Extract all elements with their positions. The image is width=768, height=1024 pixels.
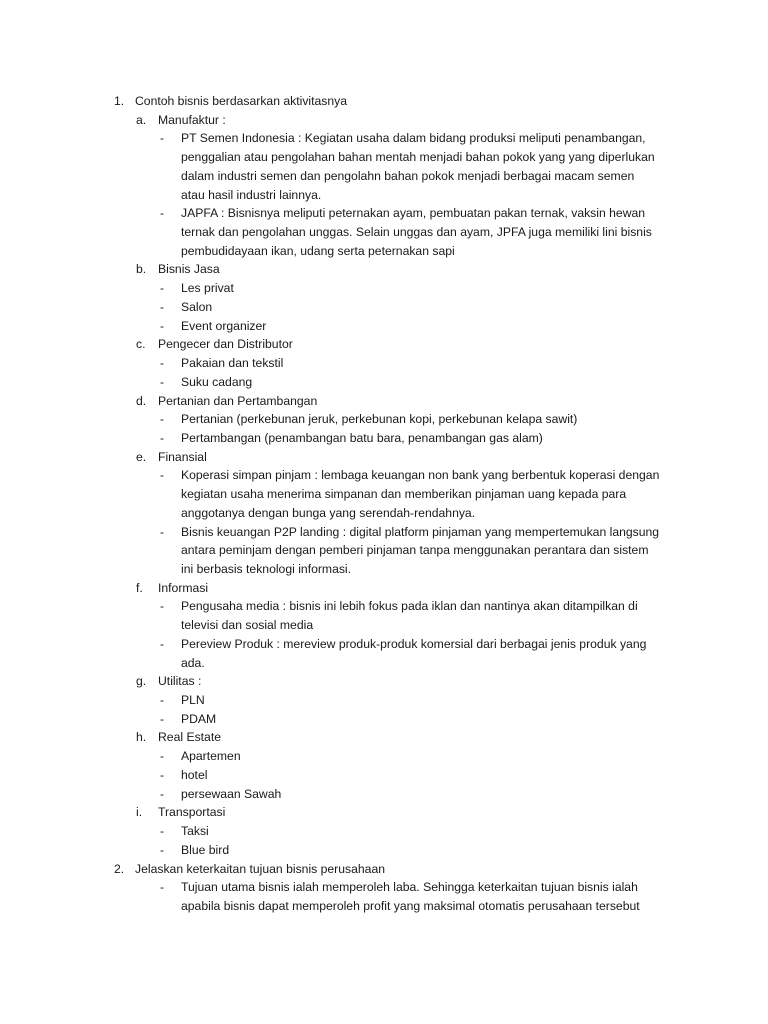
document-line xyxy=(0,335,768,354)
list-marker: f. xyxy=(136,580,143,595)
list-marker: - xyxy=(160,468,165,483)
list-marker: - xyxy=(160,131,165,146)
line-text: ternak dan pengolahan unggas. Selain unggas dan ayam, JPFA juga memiliki lini bisnis xyxy=(181,225,652,240)
line-text: Utilitas : xyxy=(158,674,202,689)
line-text: Apartemen xyxy=(181,749,241,764)
document-line xyxy=(0,354,768,373)
list-marker: - xyxy=(160,356,165,371)
list-marker: - xyxy=(160,281,165,296)
line-text: PDAM xyxy=(181,711,217,726)
line-text: Pereview Produk : mereview produk-produk komersial dari berbagai jenis produk yang xyxy=(181,636,647,651)
document-line xyxy=(0,92,768,111)
list-marker: - xyxy=(160,374,165,389)
list-marker: g. xyxy=(136,674,147,689)
list-marker: h. xyxy=(136,730,147,745)
line-text: JAPFA : Bisnisnya meliputi peternakan ayam, pembuatan pakan ternak, vaksin hewan xyxy=(181,206,646,221)
document-line xyxy=(0,785,768,804)
line-text: dalam industri semen dan pengolahn bahan pokok menjadi berbagai macam semen xyxy=(181,168,635,183)
line-text: Bisnis keuangan P2P landing : digital platform pinjaman yang mempertemukan langsung xyxy=(181,524,660,539)
list-marker: e. xyxy=(136,449,147,464)
line-text: Event organizer xyxy=(181,318,267,333)
line-text: Finansial xyxy=(158,449,207,464)
list-marker: - xyxy=(160,711,165,726)
document-line xyxy=(0,803,768,822)
document-line xyxy=(0,223,768,242)
line-text: Pakaian dan tekstil xyxy=(181,356,284,371)
document-line xyxy=(0,523,768,542)
document-line xyxy=(0,317,768,336)
document-line xyxy=(0,111,768,130)
line-text: Blue bird xyxy=(181,842,230,857)
line-text: Pengusaha media : bisnis ini lebih fokus pada iklan dan nantinya akan ditampilkan di xyxy=(181,599,638,614)
document-line xyxy=(0,654,768,673)
list-marker: a. xyxy=(136,112,147,127)
list-marker: - xyxy=(160,880,165,895)
list-marker: b. xyxy=(136,262,147,277)
document-line xyxy=(0,279,768,298)
document-line xyxy=(0,448,768,467)
document-line xyxy=(0,560,768,579)
line-text: apabila bisnis dapat memperoleh profit yang maksimal otomatis perusahaan tersebut xyxy=(181,898,640,913)
line-text: PLN xyxy=(181,693,205,708)
document-line xyxy=(0,691,768,710)
line-text: Transportasi xyxy=(158,805,226,820)
line-text: anggotanya dengan bunga yang serendah-rendahnya. xyxy=(181,505,476,520)
document-line xyxy=(0,204,768,223)
line-text: Pertambangan (penambangan batu bara, penambangan gas alam) xyxy=(181,430,543,445)
line-text: Manufaktur : xyxy=(158,112,226,127)
list-marker: - xyxy=(160,412,165,427)
line-text: Informasi xyxy=(158,580,209,595)
line-text: Pengecer dan Distributor xyxy=(158,337,293,352)
list-marker: d. xyxy=(136,393,147,408)
list-marker: - xyxy=(160,599,165,614)
line-text: Les privat xyxy=(181,281,234,296)
list-marker: - xyxy=(160,786,165,801)
document-line xyxy=(0,860,768,879)
line-text: hotel xyxy=(181,767,208,782)
line-text: atau hasil industri lainnya. xyxy=(181,187,322,202)
line-text: ada. xyxy=(181,655,205,670)
list-marker: 2. xyxy=(114,861,125,876)
list-marker: - xyxy=(160,842,165,857)
document-line xyxy=(0,392,768,411)
document-line xyxy=(0,616,768,635)
line-text: kegiatan usaha menerima simpanan dan memberikan pinjaman uang kepada para xyxy=(181,487,627,502)
line-text: penggalian atau pengolahan bahan mentah menjadi bahan pokok yang yang diperlukan xyxy=(181,150,655,165)
line-text: Salon xyxy=(181,299,213,314)
document-line xyxy=(0,466,768,485)
document-line xyxy=(0,747,768,766)
document-line xyxy=(0,710,768,729)
list-marker: - xyxy=(160,824,165,839)
line-text: Suku cadang xyxy=(181,374,253,389)
line-text: Bisnis Jasa xyxy=(158,262,220,277)
document-line xyxy=(0,298,768,317)
line-text: Pertanian (perkebunan jeruk, perkebunan kopi, perkebunan kelapa sawit) xyxy=(181,412,578,427)
list-marker: c. xyxy=(136,337,146,352)
document-line xyxy=(0,597,768,616)
list-marker: - xyxy=(160,749,165,764)
document-line xyxy=(0,841,768,860)
document-line xyxy=(0,635,768,654)
line-text: televisi dan sosial media xyxy=(181,618,314,633)
document-line xyxy=(0,766,768,785)
list-marker: - xyxy=(160,693,165,708)
list-marker: - xyxy=(160,524,165,539)
document-line xyxy=(0,822,768,841)
line-text: ini berbasis teknologi informasi. xyxy=(181,562,352,576)
document-line xyxy=(0,186,768,205)
line-text: Pertanian dan Pertambangan xyxy=(158,393,318,408)
line-text: Tujuan utama bisnis ialah memperoleh laba. Sehingga keterkaitan tujuan bisnis ialah xyxy=(181,880,638,895)
line-text: persewaan Sawah xyxy=(181,786,282,801)
list-marker: - xyxy=(160,318,165,333)
list-marker: - xyxy=(160,206,165,221)
document-line xyxy=(0,242,768,261)
document-line xyxy=(0,129,768,148)
document-line xyxy=(0,167,768,186)
list-marker: - xyxy=(160,299,165,314)
line-text: PT Semen Indonesia : Kegiatan usaha dalam bidang produksi meliputi penambangan, xyxy=(181,131,646,146)
line-text: pembudidayaan ikan, udang serta peternakan sapi xyxy=(181,243,455,258)
list-marker: - xyxy=(160,767,165,782)
document-line xyxy=(0,878,768,897)
document-line xyxy=(0,410,768,429)
document-line xyxy=(0,429,768,448)
document-line xyxy=(0,541,768,560)
document-line xyxy=(0,485,768,504)
document-line xyxy=(0,672,768,691)
line-text: Contoh bisnis berdasarkan aktivitasnya xyxy=(135,94,348,108)
list-marker: - xyxy=(160,636,165,651)
document-line xyxy=(0,504,768,523)
line-text: Taksi xyxy=(181,824,209,839)
list-marker: 1. xyxy=(114,94,125,108)
document-line xyxy=(0,897,768,916)
document-line xyxy=(0,148,768,167)
line-text: antara peminjam dengan pemberi pinjaman tanpa menggunakan perantara dan sistem xyxy=(181,543,649,558)
list-marker: i. xyxy=(136,805,143,820)
document-line xyxy=(0,373,768,392)
line-text: Koperasi simpan pinjam : lembaga keuangan non bank yang berbentuk koperasi dengan xyxy=(181,468,660,483)
document-line xyxy=(0,579,768,598)
line-text: Jelaskan keterkaitan tujuan bisnis perusahaan xyxy=(135,861,386,876)
document-line xyxy=(0,728,768,747)
document-line xyxy=(0,260,768,279)
line-text: Real Estate xyxy=(158,730,222,745)
list-marker: - xyxy=(160,430,165,445)
